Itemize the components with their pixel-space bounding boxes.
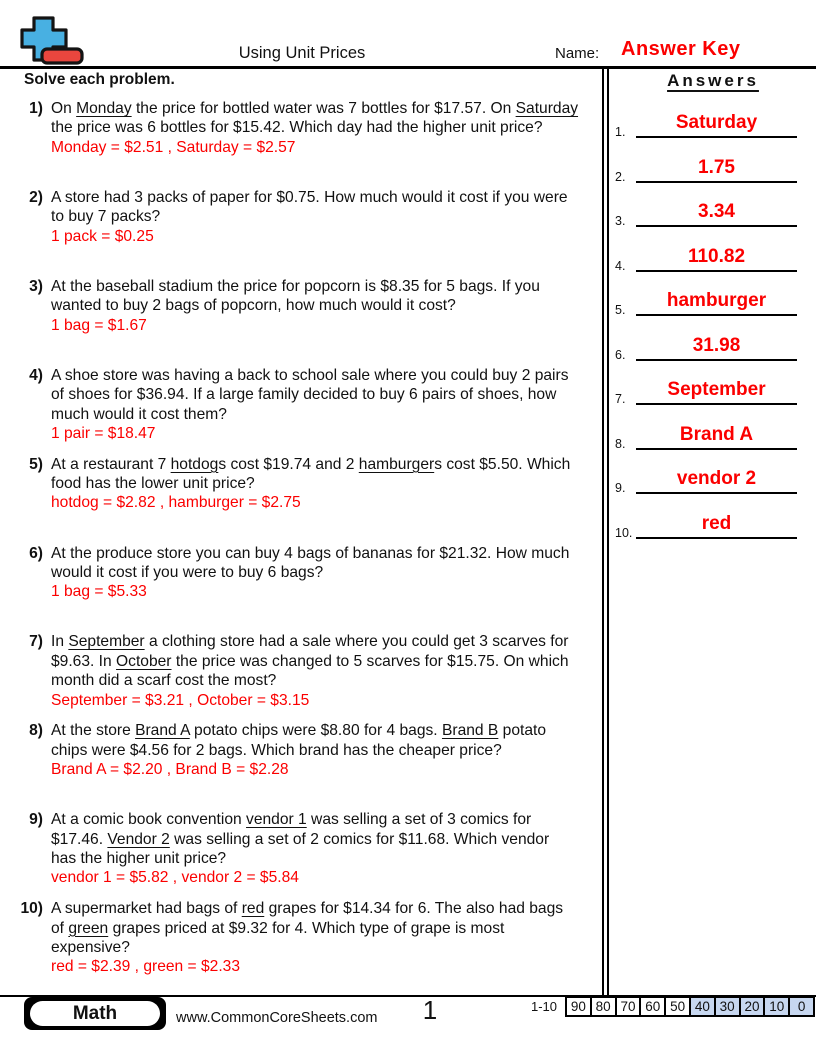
answer-number: 5. (615, 303, 626, 318)
answer-item (610, 493, 810, 539)
answer-key-label: Answer Key (621, 38, 741, 60)
answer-number: 6. (615, 347, 626, 362)
answer-number: 8. (615, 436, 626, 451)
question-answer: Monday = $2.51 , Saturday = $2.57 (51, 138, 296, 156)
question-segment: s cost $19.74 and 2 (218, 455, 359, 473)
question-segment: chips were $4.56 for 2 bags. Which brand has the cheaper price? (51, 741, 502, 759)
question-segment: a clothing store had a sale where you could get 3 scarves for (144, 633, 569, 651)
question-answer: vendor 1 = $5.82 , vendor 2 = $5.84 (51, 869, 299, 887)
answer-item (610, 315, 810, 361)
answer-blank-line (636, 537, 797, 539)
question-answer: 1 pack = $0.25 (51, 227, 154, 245)
question-number: 9) (29, 811, 43, 829)
score-cell: 60 (641, 998, 666, 1015)
answer-item (610, 404, 810, 450)
answer-item (610, 181, 810, 227)
score-cell: 70 (617, 998, 642, 1015)
question-number: 4) (29, 366, 43, 384)
question-segment: of (51, 919, 69, 937)
website-text: www.CommonCoreSheets.com (176, 1010, 378, 1026)
question-segment: A store had 3 packs of paper for $0.75. How much would it cost if you were (51, 188, 568, 206)
answer-number: 3. (615, 214, 626, 229)
question-segment: hotdog (170, 455, 219, 473)
question-segment: grapes priced at $9.32 for 4. Which type of grape is most (108, 919, 505, 937)
question-segment: Saturday (515, 100, 579, 117)
question-segment: At the produce store you can buy 4 bags of bananas for $21.32. How much (51, 544, 570, 562)
question-segment: much would it cost them? (51, 405, 227, 423)
question-segment: potato chips were $8.80 for 4 bags. (189, 722, 442, 740)
question-number: 1) (29, 100, 43, 117)
answer-number: 7. (615, 392, 626, 407)
question-segment: has the higher unit price? (51, 850, 227, 867)
question-segment: to buy 7 packs? (51, 208, 161, 226)
question-answer: red = $2.39 , green = $2.33 (51, 958, 241, 976)
answer-number: 4. (615, 258, 626, 273)
question-segment: $17.46. (51, 830, 108, 848)
question-segment: A shoe store was having a back to school sale where you could buy 2 pairs (51, 366, 569, 384)
score-cell: 40 (691, 998, 716, 1015)
question-segment: would it cost if you were to buy 6 bags? (51, 563, 324, 581)
question-segment: food has the lower unit price? (51, 475, 255, 492)
question-answer: 1 bag = $5.33 (51, 583, 147, 601)
question-answer: Brand A = $2.20 , Brand B = $2.28 (51, 761, 289, 779)
question-segment: Brand A (135, 722, 190, 740)
score-cell: 20 (741, 998, 766, 1015)
score-cell: 10 (765, 998, 790, 1015)
page-number: 1 (422, 995, 438, 1025)
answer-number: 10. (615, 526, 633, 541)
question-segment: A supermarket had bags of (51, 900, 242, 918)
answer-value: September (667, 379, 766, 401)
math-badge-label: Math (30, 1001, 160, 1026)
answer-value: hamburger (666, 290, 767, 312)
question-segment: was selling a set of 3 comics for (306, 811, 532, 829)
question-segment: At the baseball stadium the price for popcorn is $8.35 for 5 bags. If you (51, 277, 540, 295)
answer-value: 3.34 (698, 201, 735, 223)
answer-value: 1.75 (698, 156, 735, 178)
question-number: 8) (29, 722, 43, 740)
question-segment: expensive? (51, 938, 130, 956)
answer-number: 2. (615, 169, 626, 184)
question-segment: was selling a set of 2 comics for $11.68. Which vendor (169, 830, 550, 848)
question-segment: grapes for $14.34 for 6. The also had bags (264, 900, 564, 918)
question-number: 2) (29, 188, 43, 206)
question-segment: of shoes for $36.94. If a large family decided to buy 6 pairs of shoes, how (51, 386, 557, 404)
name-label: Name: (555, 45, 600, 62)
question-segment: wanted to buy 2 bags of popcorn, how much would it cost? (51, 297, 456, 315)
score-range-label: 1-10 (531, 999, 558, 1014)
question-segment: red (241, 900, 265, 918)
score-cell: 30 (716, 998, 741, 1015)
answer-value: 110.82 (687, 245, 746, 267)
question-segment: the price was changed to 5 scarves for $15.75. On which (171, 652, 569, 670)
answer-number: 9. (615, 481, 626, 496)
instructions-text: Solve each problem. (24, 71, 175, 88)
score-cell: 50 (666, 998, 691, 1015)
question-segment: month did a scarf cost the most? (51, 672, 277, 690)
question-segment: potato (498, 722, 547, 740)
question-segment: vendor 1 (246, 811, 307, 829)
question-segment: September (68, 633, 145, 651)
question-segment: s cost $5.50. Which (434, 455, 571, 473)
question-segment: the price was 6 bottles for $15.42. Which day had the higher unit price? (51, 119, 543, 137)
question-answer: 1 pair = $18.47 (51, 424, 156, 442)
answer-item (610, 137, 810, 183)
question-segment: On (51, 100, 77, 117)
answer-item (610, 226, 810, 272)
question-segment: At a comic book convention (51, 811, 247, 829)
math-badge (24, 997, 166, 1030)
answer-value: Brand A (679, 423, 754, 445)
question-number: 6) (29, 544, 43, 562)
question-answer: September = $3.21 , October = $3.15 (51, 691, 310, 709)
answer-item (610, 448, 810, 494)
answer-item (610, 92, 810, 138)
question-segment: At a restaurant 7 (51, 455, 171, 473)
question-segment: the price for bottled water was 7 bottles for $17.57. On (131, 100, 516, 117)
score-cell: 0 (790, 998, 813, 1015)
answer-number: 1. (615, 125, 626, 139)
question-segment: green (68, 919, 109, 937)
question-number: 7) (29, 633, 43, 651)
question-segment: October (116, 652, 172, 670)
answer-item (610, 359, 810, 405)
score-cell: 80 (592, 998, 617, 1015)
question-number: 3) (29, 277, 43, 295)
question-segment: At the store (51, 722, 136, 740)
question-segment: Brand B (441, 722, 499, 740)
question-number: 5) (29, 455, 43, 473)
worksheet-title: Using Unit Prices (238, 44, 366, 62)
answer-value: 31.98 (692, 334, 741, 356)
answer-value: vendor 2 (676, 468, 757, 490)
question-number: 10) (20, 900, 43, 918)
question-segment: Monday (76, 100, 132, 117)
question-segment: In (51, 633, 69, 651)
score-cell: 90 (567, 998, 592, 1015)
answer-value: red (701, 513, 732, 535)
question-answer: 1 bag = $1.67 (51, 316, 147, 334)
score-cells (565, 996, 815, 1017)
question-segment: hamburger (358, 455, 435, 473)
question-answer: hotdog = $2.82 , hamburger = $2.75 (51, 494, 301, 512)
answer-item (610, 270, 810, 316)
answer-value: Saturday (675, 112, 758, 133)
question-segment: Vendor 2 (107, 830, 170, 848)
question-segment: $9.63. In (51, 652, 117, 670)
answers-title: Answers (667, 71, 759, 90)
